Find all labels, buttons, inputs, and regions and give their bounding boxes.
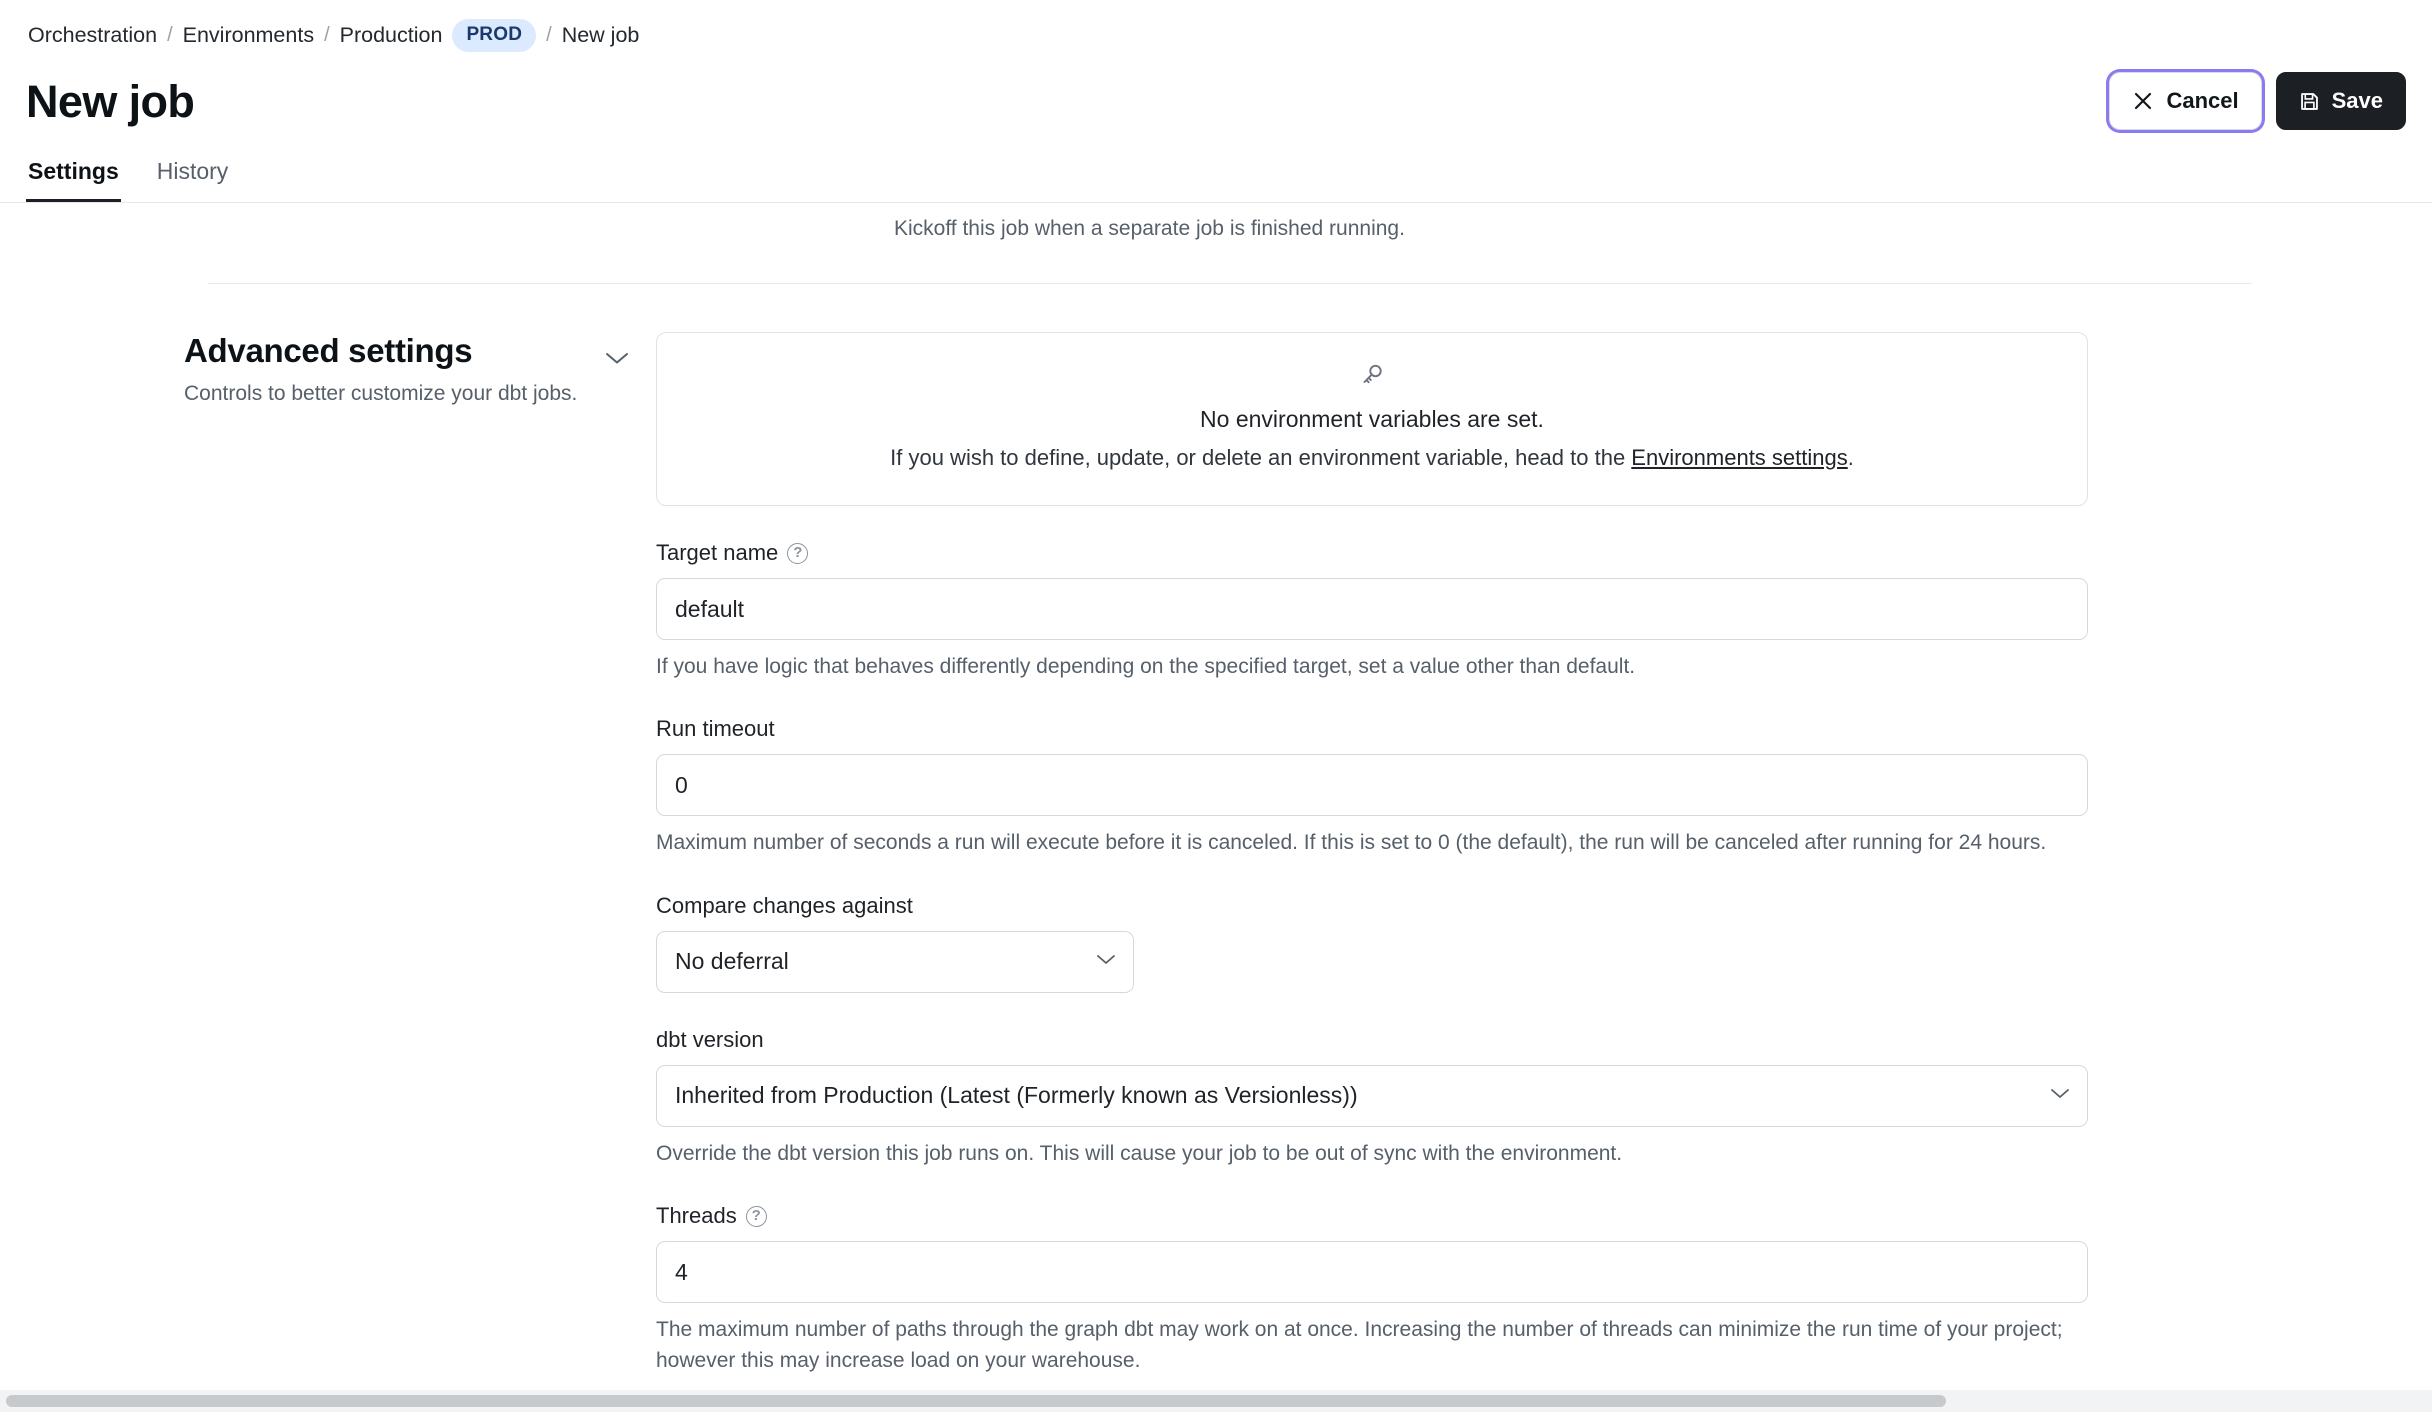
run-timeout-hint: Maximum number of seconds a run will execute before it is canceled. If this is set to 0 (the default), the run will be canceled after running for 24 hours. (656, 831, 2047, 855)
tab-settings[interactable]: Settings (26, 158, 121, 202)
save-button-label: Save (2331, 88, 2383, 113)
cancel-button-label: Cancel (2166, 88, 2239, 113)
compare-changes-label-row (656, 893, 2088, 919)
callout-env-vars-hint (681, 445, 2063, 471)
environments-settings-link[interactable]: Environments settings (1631, 445, 1848, 470)
dbt-version-hint: Override the dbt version this job runs on. This will cause your job to be out of sync with the environment. (656, 1141, 1623, 1165)
threads-hint: The maximum number of paths through the graph dbt may work on at once. Increasing the number of threads can minimize the run time of your project; however this may increase load on your warehouse. (656, 1318, 2063, 1372)
breadcrumb-item-orchestration[interactable]: Orchestration (28, 22, 158, 47)
breadcrumb (0, 0, 2432, 48)
run-timeout-label-row (656, 716, 2088, 742)
environment-variables-callout (656, 332, 2088, 506)
advanced-settings-header (28, 332, 656, 1376)
tab-history[interactable]: History (156, 158, 229, 184)
header-actions (2109, 72, 2406, 130)
dbt-version-label: dbt version (656, 1026, 764, 1052)
target-name-label: Target name (656, 540, 779, 565)
compare-changes-select[interactable]: No deferral (656, 931, 1134, 993)
cancel-button[interactable] (2109, 72, 2261, 130)
help-icon[interactable]: ? (746, 1206, 767, 1227)
field-run-timeout (656, 716, 2088, 858)
close-icon (2132, 90, 2154, 112)
compare-changes-select-wrap (656, 931, 1134, 993)
help-icon[interactable]: ? (787, 543, 808, 564)
dbt-version-label-row (656, 1027, 2088, 1053)
advanced-settings-section (28, 284, 2404, 1376)
target-name-hint: If you have logic that behaves differently depending on the specified target, set a value other than default. (656, 655, 1636, 678)
compare-changes-label: Compare changes against (656, 892, 913, 918)
settings-content (0, 203, 2432, 1412)
target-name-input[interactable] (656, 578, 2088, 640)
callout-no-env-vars-text: No environment variables are set. (1200, 406, 1544, 432)
breadcrumb-separator: / (324, 23, 330, 46)
advanced-settings-fields (656, 332, 2088, 1376)
breadcrumb-item-current: New job (561, 22, 640, 47)
callout-hint-suffix: . (1847, 445, 1854, 470)
key-icon (681, 361, 2063, 396)
threads-input[interactable] (656, 1241, 2088, 1303)
tab-bar (0, 140, 2432, 202)
chevron-down-icon[interactable] (604, 350, 630, 371)
field-dbt-version (656, 1027, 2088, 1169)
breadcrumb-badge-prod: PROD (452, 19, 536, 52)
field-compare-changes-against (656, 893, 2088, 993)
threads-label-row (656, 1203, 2088, 1229)
save-button[interactable] (2276, 72, 2406, 130)
page-header (0, 48, 2432, 140)
horizontal-scrollbar[interactable] (0, 1390, 2432, 1412)
advanced-settings-title: Advanced settings (184, 332, 473, 369)
run-timeout-label: Run timeout (656, 716, 775, 742)
breadcrumb-item-production[interactable]: Production (339, 22, 443, 47)
horizontal-scrollbar-thumb[interactable] (6, 1395, 1946, 1407)
advanced-settings-subtitle: Controls to better customize your dbt jobs. (184, 382, 578, 405)
page-title: New job (26, 75, 195, 127)
run-timeout-input[interactable] (656, 754, 2088, 816)
breadcrumb-separator: / (167, 23, 173, 46)
target-name-label-row (656, 540, 2088, 566)
previous-section-hint: Kickoff this job when a separate job is finished running. (894, 217, 1405, 240)
breadcrumb-item-environments[interactable]: Environments (182, 22, 315, 47)
dbt-version-select[interactable]: Inherited from Production (Latest (Formerly known as Versionless)) (656, 1065, 2088, 1127)
settings-scroll-area (0, 203, 2432, 1376)
breadcrumb-separator: / (546, 23, 552, 46)
dbt-version-select-wrap (656, 1065, 2088, 1127)
callout-hint-prefix: If you wish to define, update, or delete an environment variable, head to the (890, 445, 1632, 470)
threads-label: Threads (656, 1203, 737, 1229)
save-disk-icon (2299, 91, 2320, 112)
field-target-name (656, 540, 2088, 682)
field-threads (656, 1203, 2088, 1376)
